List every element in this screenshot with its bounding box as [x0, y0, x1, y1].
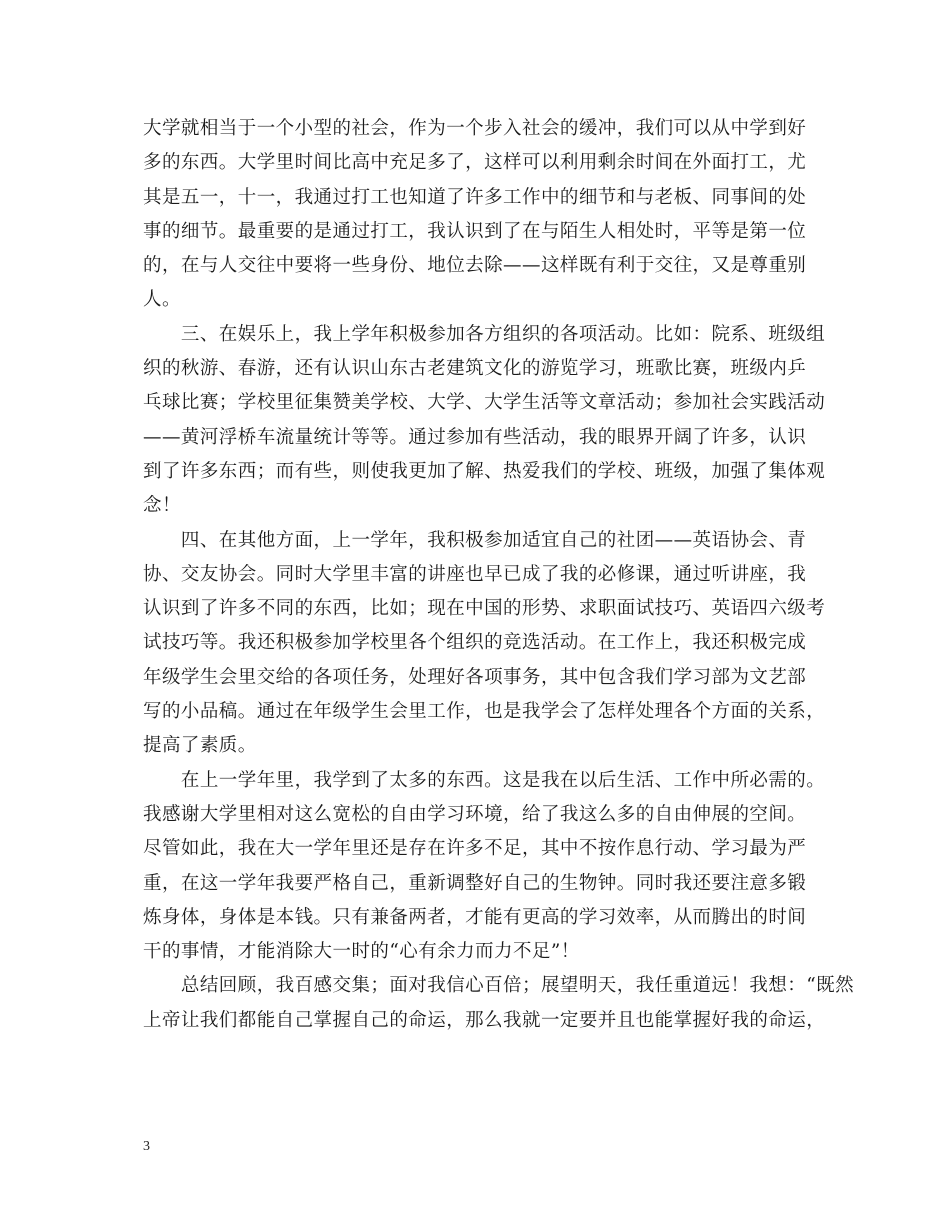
text-line: 事的细节。最重要的是通过打工，我认识到了在与陌生人相处时，平等是第一位 [143, 220, 807, 242]
text-line: 织的秋游、春游，还有认识山东古老建筑文化的游览学习，班歌比赛，班级内乒 [143, 358, 807, 380]
text-line: 年级学生会里交给的各项任务，处理好各项事务，其中包含我们学习部为文艺部 [143, 666, 807, 688]
text-line: 炼身体，身体是本钱。只有兼备两者，才能有更高的学习效率，从而腾出的时间 [143, 906, 807, 928]
text-line: 干的事情，才能消除大一时的“心有余力而力不足”！ [143, 941, 580, 963]
text-line: 在上一学年里，我学到了太多的东西。这是我在以后生活、工作中所必需的。 [143, 769, 826, 791]
text-line: 上帝让我们都能自己掌握自己的命运，那么我就一定要并且也能掌握好我的命运， [143, 1009, 826, 1031]
text-line: 协、交友协会。同时大学里丰富的讲座也早已成了我的必修课，通过听讲座，我 [143, 563, 807, 585]
text-line: 写的小品稿。通过在年级学生会里工作，也是我学会了怎样处理各个方面的关系， [143, 701, 826, 723]
text-line: 三、在娱乐上，我上学年积极参加各方组织的各项活动。比如：院系、班级组 [143, 323, 826, 345]
text-line: 到了许多东西；而有些，则使我更加了解、热爱我们的学校、班级，加强了集体观 [143, 460, 826, 482]
text-line: 尽管如此，我在大一学年里还是存在许多不足，其中不按作息行动、学习最为严 [143, 838, 807, 860]
text-line: 多的东西。大学里时间比高中充足多了，这样可以利用剩余时间在外面打工，尤 [143, 152, 807, 174]
text-line: ——黄河浮桥车流量统计等等。通过参加有些活动，我的眼界开阔了许多，认识 [143, 426, 807, 448]
text-line: 提高了素质。 [143, 735, 257, 757]
text-line: 重，在这一学年我要严格自己，重新调整好自己的生物钟。同时我还要注意多锻 [143, 872, 807, 894]
text-line: 大学就相当于一个小型的社会，作为一个步入社会的缓冲，我们可以从中学到好 [143, 118, 807, 139]
text-line: 人。 [143, 289, 181, 311]
text-line: 试技巧等。我还积极参加学校里各个组织的竞选活动。在工作上，我还积极完成 [143, 632, 807, 654]
text-line: 的，在与人交往中要将一些身份、地位去除——这样既有利于交往，又是尊重别 [143, 255, 807, 277]
text-line: 我感谢大学里相对这么宽松的自由学习环境，给了我这么多的自由伸展的空间。 [143, 803, 807, 825]
document-body [143, 112, 855, 1038]
text-line: 总结回顾，我百感交集；面对我信心百倍；展望明天，我任重道远！我想：“既然 [143, 975, 855, 997]
text-line: 乓球比赛；学校里征集赞美学校、大学、大学生活等文章活动；参加社会实践活动 [143, 392, 826, 414]
page-number: 3 [143, 1139, 150, 1154]
text-line: 其是五一，十一，我通过打工也知道了许多工作中的细节和与老板、同事间的处 [143, 186, 807, 208]
text-line: 念！ [143, 495, 181, 517]
text-line: 四、在其他方面，上一学年，我积极参加适宜自己的社团——英语协会、青 [143, 529, 807, 551]
text-line: 认识到了许多不同的东西，比如；现在中国的形势、求职面试技巧、英语四六级考 [143, 598, 826, 620]
